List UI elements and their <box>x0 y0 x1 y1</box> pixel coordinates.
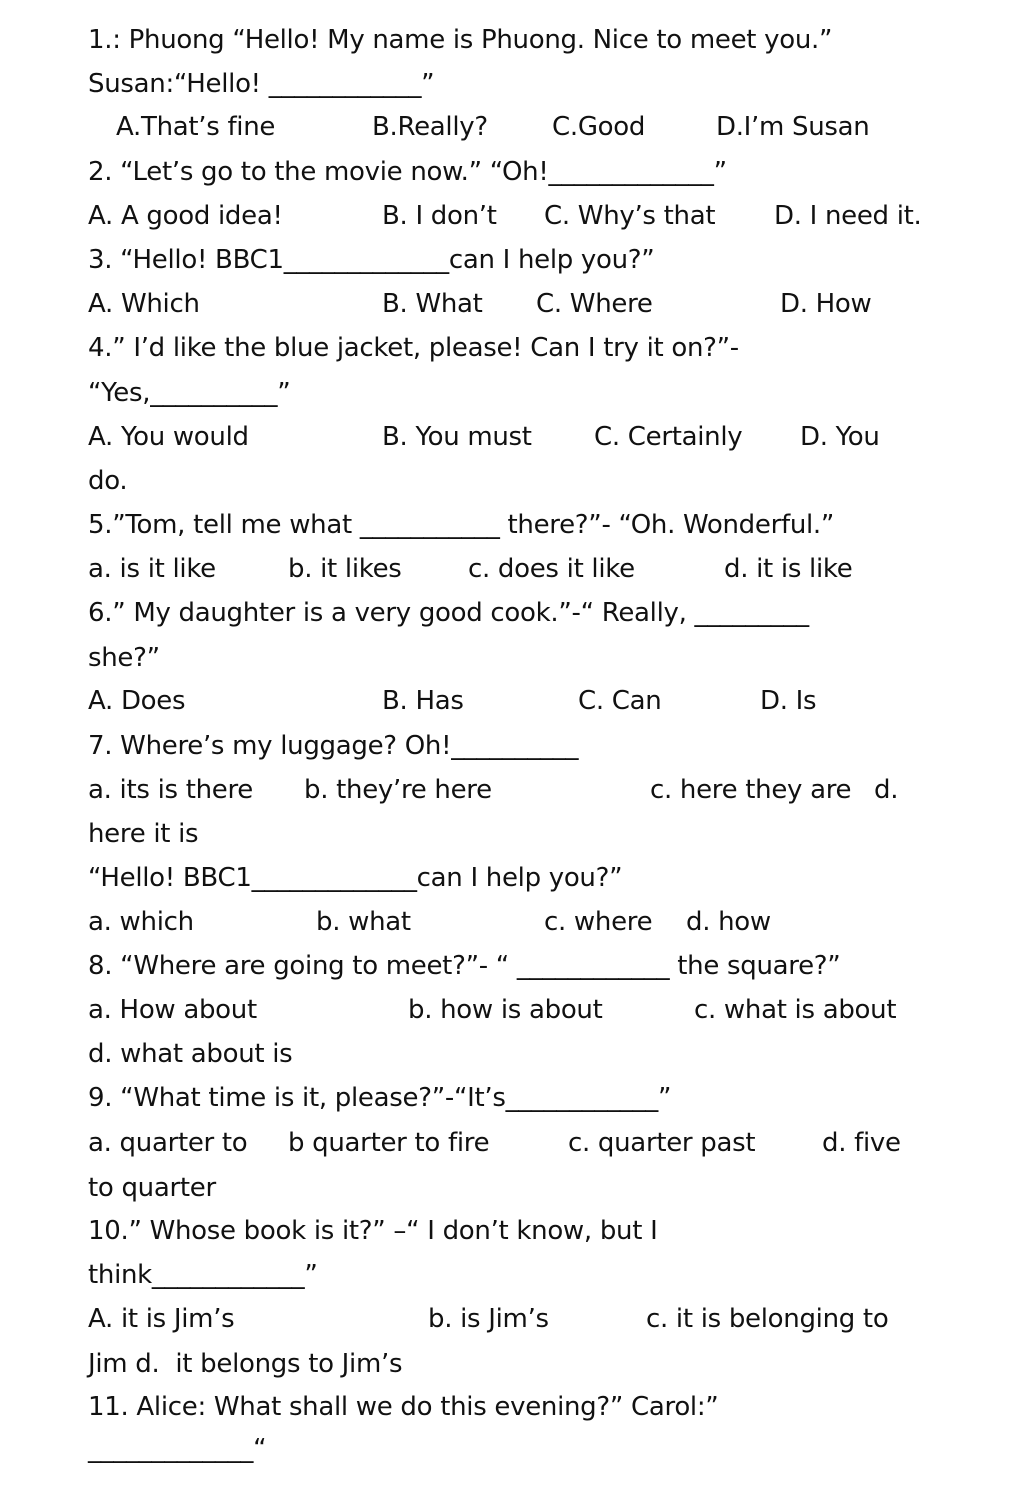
q11-response: _____________“ <box>88 1434 267 1464</box>
q5-option-c: c. does it like <box>468 554 635 584</box>
q5-option-a: a. is it like <box>88 554 216 584</box>
q9-option-a: a. quarter to <box>88 1128 248 1158</box>
q8-option-b: b. how is about <box>408 995 603 1025</box>
q2-option-c: C. Why’s that <box>544 201 716 231</box>
q4-stem: 4.” I’d like the blue jacket, please! Can I try it on?”- <box>88 333 739 363</box>
q4-option-d-cont: do. <box>88 466 128 496</box>
q1-response: Susan:“Hello! ____________” <box>88 69 435 99</box>
q3-option-d: D. How <box>780 289 872 319</box>
q9-option-c: c. quarter past <box>568 1128 756 1158</box>
q2-option-b: B. I don’t <box>382 201 497 231</box>
q10-option-c: c. it is belonging to <box>646 1304 889 1334</box>
q2-option-a: A. A good idea! <box>88 201 283 231</box>
q7b-stem: “Hello! BBC1_____________can I help you?” <box>88 863 623 893</box>
q8-option-a: a. How about <box>88 995 257 1025</box>
q2-stem: 2. “Let’s go to the movie now.” “Oh!_____________” <box>88 157 727 187</box>
q1-option-b: B.Really? <box>372 112 488 142</box>
q7-stem: 7. Where’s my luggage? Oh!__________ <box>88 731 579 761</box>
q10-stem: 10.” Whose book is it?” –“ I don’t know, but I <box>88 1216 658 1246</box>
q6-option-c: C. Can <box>578 686 662 716</box>
q8-stem: 8. “Where are going to meet?”- “ ____________ the square?” <box>88 951 841 981</box>
q3-option-a: A. Which <box>88 289 200 319</box>
q7b-option-d: d. how <box>686 907 771 937</box>
q1-option-c: C.Good <box>552 112 646 142</box>
q2-option-d: D. I need it. <box>774 201 922 231</box>
q4-option-a: A. You would <box>88 422 249 452</box>
q3-option-c: C. Where <box>536 289 653 319</box>
q4-option-c: C. Certainly <box>594 422 743 452</box>
q5-option-d: d. it is like <box>724 554 853 584</box>
q7-option-c: c. here they are <box>650 775 852 805</box>
q10-option-cont: Jim d. it belongs to Jim’s <box>88 1349 403 1379</box>
q9-option-d: d. five <box>822 1128 901 1158</box>
q6-stem: 6.” My daughter is a very good cook.”-“ Really, _________ <box>88 598 809 628</box>
q9-option-d-cont: to quarter <box>88 1173 216 1203</box>
q4-option-b: B. You must <box>382 422 532 452</box>
q9-stem: 9. “What time is it, please?”-“It’s____________” <box>88 1083 672 1113</box>
q3-stem: 3. “Hello! BBC1_____________can I help you?” <box>88 245 655 275</box>
q5-stem: 5.”Tom, tell me what ___________ there?”- “Oh. Wonderful.” <box>88 510 835 540</box>
q1-stem: 1.: Phuong “Hello! My name is Phuong. Nice to meet you.” <box>88 25 833 55</box>
q9-option-b: b quarter to fire <box>288 1128 490 1158</box>
q8-option-d: d. what about is <box>88 1039 293 1069</box>
q1-option-a: A.That’s fine <box>116 112 276 142</box>
q7b-option-b: b. what <box>316 907 411 937</box>
q7b-option-c: c. where <box>544 907 653 937</box>
q1-option-d: D.I’m Susan <box>716 112 870 142</box>
q7-option-a: a. its is there <box>88 775 254 805</box>
q7-option-d-cont: here it is <box>88 819 199 849</box>
q7-option-b: b. they’re here <box>304 775 492 805</box>
q3-option-b: B. What <box>382 289 483 319</box>
q5-option-b: b. it likes <box>288 554 402 584</box>
q4-option-d: D. You <box>800 422 880 452</box>
q10-option-b: b. is Jim’s <box>428 1304 549 1334</box>
q6-option-b: B. Has <box>382 686 464 716</box>
q6-stem-cont: she?” <box>88 643 160 673</box>
q4-response: “Yes,__________” <box>88 378 291 408</box>
q7b-option-a: a. which <box>88 907 194 937</box>
q10-response: think____________” <box>88 1260 318 1290</box>
q7-option-d: d. <box>874 775 899 805</box>
q6-option-d: D. Is <box>760 686 817 716</box>
q8-option-c: c. what is about <box>694 995 897 1025</box>
q11-stem: 11. Alice: What shall we do this evening?” Carol:” <box>88 1392 719 1422</box>
q6-option-a: A. Does <box>88 686 186 716</box>
q10-option-a: A. it is Jim’s <box>88 1304 235 1334</box>
